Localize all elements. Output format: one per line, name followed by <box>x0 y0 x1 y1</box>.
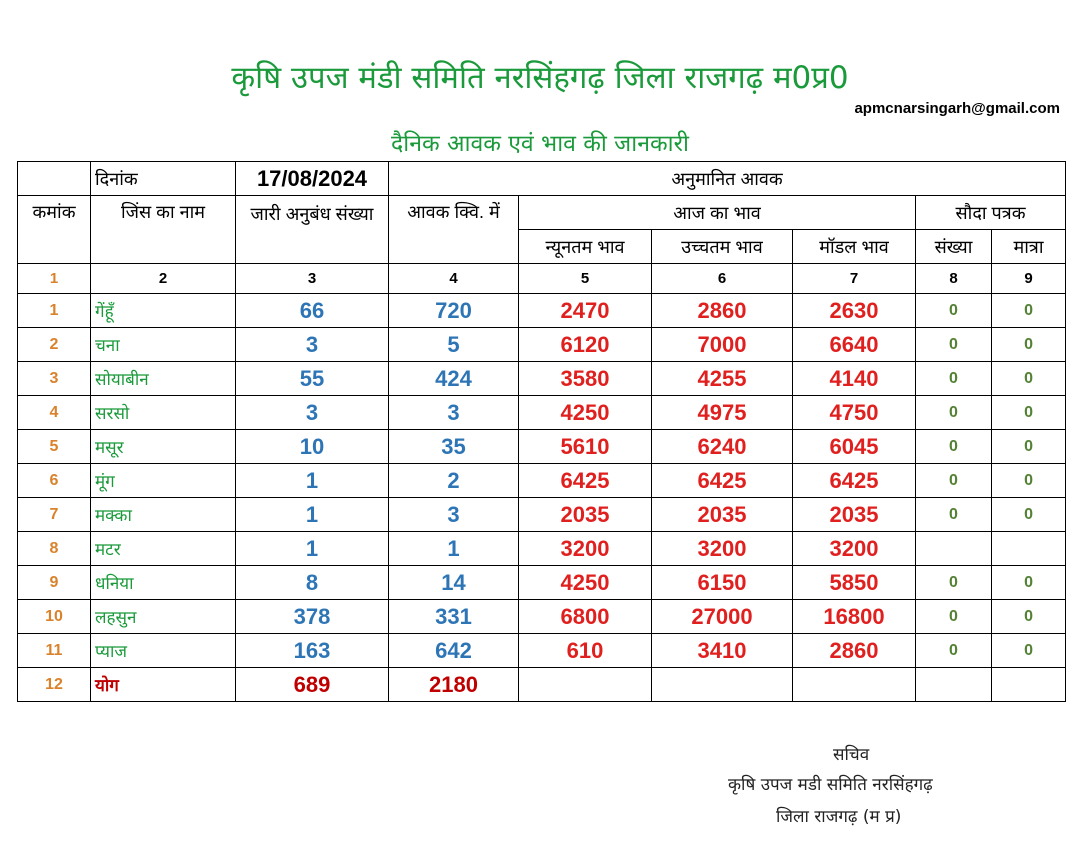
page-title: कृषि उपज मंडी समिति नरसिंहगढ़ जिला राजगढ़ म0प्र0 <box>231 60 849 96</box>
model-price: 3200 <box>793 532 916 566</box>
table-row <box>18 600 1066 634</box>
serial-number: 11 <box>18 634 91 668</box>
table-row <box>18 362 1066 396</box>
contracts-count: 66 <box>236 294 389 328</box>
col-number: 9 <box>992 264 1066 294</box>
contracts-count: 3 <box>236 328 389 362</box>
table-row <box>18 396 1066 430</box>
total-row <box>18 668 1066 702</box>
col-serial: कमांक <box>18 196 91 264</box>
col-matra: मात्रा <box>992 230 1066 264</box>
min-price: 2470 <box>519 294 652 328</box>
arrival-quintal: 35 <box>389 430 519 464</box>
serial-number: 4 <box>18 396 91 430</box>
commodity-name: मसूर <box>91 430 236 464</box>
contracts-count: 10 <box>236 430 389 464</box>
arrival-quintal: 424 <box>389 362 519 396</box>
max-price: 4255 <box>652 362 793 396</box>
arrival-quintal: 1 <box>389 532 519 566</box>
table-row <box>18 634 1066 668</box>
max-price: 2035 <box>652 498 793 532</box>
serial-number: 2 <box>18 328 91 362</box>
contracts-count: 55 <box>236 362 389 396</box>
commodity-name: गेंहूँ <box>91 294 236 328</box>
date-value: 17/08/2024 <box>236 162 389 196</box>
blank-cell <box>18 162 91 196</box>
email-address: apmcnarsingarh@gmail.com <box>854 100 1060 117</box>
max-price: 6150 <box>652 566 793 600</box>
signature-title: सचिव <box>833 745 870 765</box>
contracts-count: 3 <box>236 396 389 430</box>
commodity-name: सोयाबीन <box>91 362 236 396</box>
col-contracts: जारी अनुबंध संख्या <box>236 196 389 264</box>
min-price: 610 <box>519 634 652 668</box>
max-price: 2860 <box>652 294 793 328</box>
sauda-matra: 0 <box>992 396 1066 430</box>
table-row <box>18 566 1066 600</box>
sauda-sankhya: 0 <box>916 634 992 668</box>
col-number: 2 <box>91 264 236 294</box>
min-price: 5610 <box>519 430 652 464</box>
header-row-2 <box>18 196 1066 230</box>
sauda-matra: 0 <box>992 294 1066 328</box>
col-name: जिंस का नाम <box>91 196 236 264</box>
sauda-sankhya: 0 <box>916 498 992 532</box>
serial-number: 5 <box>18 430 91 464</box>
total-label: योग <box>91 668 236 702</box>
min-price: 6800 <box>519 600 652 634</box>
serial-number: 7 <box>18 498 91 532</box>
commodity-name: मूंग <box>91 464 236 498</box>
contracts-count: 378 <box>236 600 389 634</box>
column-number-row <box>18 264 1066 294</box>
min-price: 3580 <box>519 362 652 396</box>
col-number: 7 <box>793 264 916 294</box>
table-row <box>18 498 1066 532</box>
sauda-sankhya: 0 <box>916 362 992 396</box>
arrival-quintal: 331 <box>389 600 519 634</box>
model-price: 16800 <box>793 600 916 634</box>
anumanit-label: अनुमानित आवक <box>389 162 1066 196</box>
contracts-count: 8 <box>236 566 389 600</box>
arrival-quintal: 642 <box>389 634 519 668</box>
sauda-sankhya: 0 <box>916 294 992 328</box>
col-number: 5 <box>519 264 652 294</box>
arrival-quintal: 14 <box>389 566 519 600</box>
commodity-name: प्याज <box>91 634 236 668</box>
empty-cell <box>793 668 916 702</box>
serial-number: 1 <box>18 294 91 328</box>
sauda-matra: 0 <box>992 634 1066 668</box>
max-price: 6240 <box>652 430 793 464</box>
min-price: 4250 <box>519 396 652 430</box>
total-serial: 12 <box>18 668 91 702</box>
contracts-count: 163 <box>236 634 389 668</box>
model-price: 4750 <box>793 396 916 430</box>
page-subtitle: दैनिक आवक एवं भाव की जानकारी <box>391 131 689 157</box>
arrival-quintal: 720 <box>389 294 519 328</box>
max-price: 3410 <box>652 634 793 668</box>
serial-number: 9 <box>18 566 91 600</box>
table-row <box>18 532 1066 566</box>
col-number: 8 <box>916 264 992 294</box>
empty-cell <box>652 668 793 702</box>
model-price: 6640 <box>793 328 916 362</box>
empty-cell <box>519 668 652 702</box>
serial-number: 10 <box>18 600 91 634</box>
max-price: 4975 <box>652 396 793 430</box>
arrival-quintal: 5 <box>389 328 519 362</box>
col-sankhya: संख्या <box>916 230 992 264</box>
empty-cell <box>992 668 1066 702</box>
arrival-quintal: 3 <box>389 498 519 532</box>
max-price: 27000 <box>652 600 793 634</box>
table-row <box>18 294 1066 328</box>
sauda-sankhya: 0 <box>916 328 992 362</box>
col-max: उच्चतम भाव <box>652 230 793 264</box>
sauda-sankhya <box>916 532 992 566</box>
contracts-count: 1 <box>236 532 389 566</box>
date-label: दिनांक <box>91 162 236 196</box>
min-price: 4250 <box>519 566 652 600</box>
sauda-sankhya: 0 <box>916 600 992 634</box>
total-arrival: 2180 <box>389 668 519 702</box>
serial-number: 8 <box>18 532 91 566</box>
min-price: 3200 <box>519 532 652 566</box>
sauda-sankhya: 0 <box>916 430 992 464</box>
signature-district: जिला राजगढ़ (म प्र) <box>776 807 902 827</box>
sauda-sankhya: 0 <box>916 464 992 498</box>
model-price: 6045 <box>793 430 916 464</box>
sauda-matra <box>992 532 1066 566</box>
max-price: 7000 <box>652 328 793 362</box>
sauda-matra: 0 <box>992 362 1066 396</box>
col-min: न्यूनतम भाव <box>519 230 652 264</box>
arrival-quintal: 2 <box>389 464 519 498</box>
commodity-name: मक्का <box>91 498 236 532</box>
model-price: 2630 <box>793 294 916 328</box>
sauda-sankhya: 0 <box>916 566 992 600</box>
commodity-name: धनिया <box>91 566 236 600</box>
arrival-quintal: 3 <box>389 396 519 430</box>
min-price: 2035 <box>519 498 652 532</box>
col-number: 3 <box>236 264 389 294</box>
model-price: 2035 <box>793 498 916 532</box>
min-price: 6120 <box>519 328 652 362</box>
contracts-count: 1 <box>236 498 389 532</box>
signature-org: कृषि उपज मडी समिति नरसिंहगढ़ <box>728 775 933 795</box>
sauda-matra: 0 <box>992 430 1066 464</box>
table-row <box>18 328 1066 362</box>
model-price: 6425 <box>793 464 916 498</box>
sauda-matra: 0 <box>992 600 1066 634</box>
col-aaj-bhav: आज का भाव <box>519 196 916 230</box>
col-sauda: सौदा पत्रक <box>916 196 1066 230</box>
col-arrival: आवक क्वि. में <box>389 196 519 264</box>
serial-number: 6 <box>18 464 91 498</box>
mandi-rates-table <box>17 161 1066 702</box>
col-number: 1 <box>18 264 91 294</box>
contracts-count: 1 <box>236 464 389 498</box>
table-row <box>18 464 1066 498</box>
sauda-matra: 0 <box>992 498 1066 532</box>
model-price: 2860 <box>793 634 916 668</box>
empty-cell <box>916 668 992 702</box>
serial-number: 3 <box>18 362 91 396</box>
commodity-name: सरसो <box>91 396 236 430</box>
table-row <box>18 430 1066 464</box>
sauda-sankhya: 0 <box>916 396 992 430</box>
sauda-matra: 0 <box>992 566 1066 600</box>
commodity-name: मटर <box>91 532 236 566</box>
col-number: 6 <box>652 264 793 294</box>
commodity-name: लहसुन <box>91 600 236 634</box>
sauda-matra: 0 <box>992 328 1066 362</box>
col-number: 4 <box>389 264 519 294</box>
col-model: मॉडल भाव <box>793 230 916 264</box>
sauda-matra: 0 <box>992 464 1066 498</box>
model-price: 4140 <box>793 362 916 396</box>
max-price: 6425 <box>652 464 793 498</box>
max-price: 3200 <box>652 532 793 566</box>
min-price: 6425 <box>519 464 652 498</box>
total-contracts: 689 <box>236 668 389 702</box>
header-row-1 <box>18 162 1066 196</box>
model-price: 5850 <box>793 566 916 600</box>
commodity-name: चना <box>91 328 236 362</box>
